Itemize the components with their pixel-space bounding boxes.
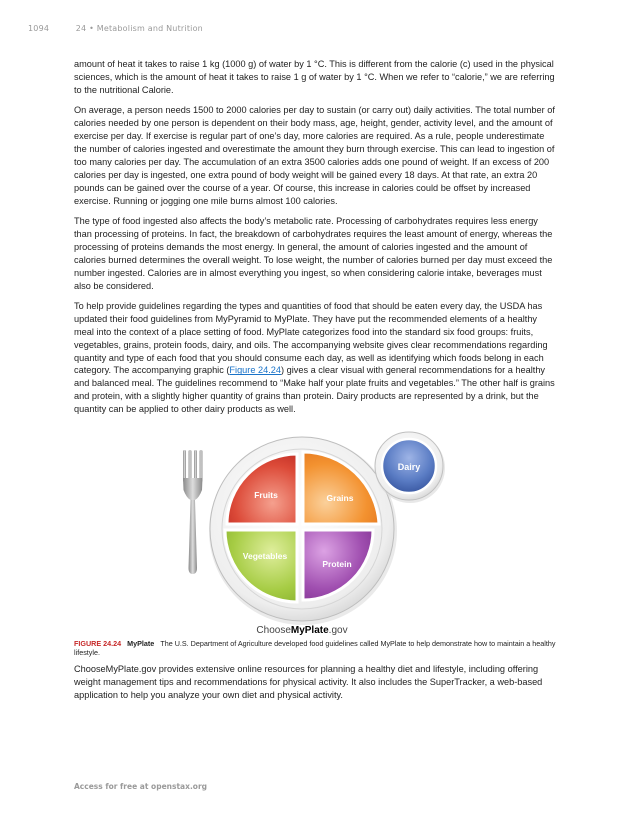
page-number: 1094 (28, 24, 50, 33)
myplate-figure (74, 428, 556, 636)
paragraph-5: ChooseMyPlate.gov provides extensive online resources for planning a healthy diet and lifestyle, including offering weight management tips and recommendations for physical activity. It also includes the SuperTracker, a web-based application to help you analyze your own diet and physical activity. (74, 664, 543, 701)
main-content (74, 58, 556, 710)
paragraph-1: amount of heat it takes to raise 1 kg (1000 g) of water by 1 °C. This is different from the calorie (c) used in the physical sciences, which is the amount of heat it takes to raise 1 g of water by 1 °C. When we refer to “calorie,” we are referring to the nutritional Calorie. (74, 59, 555, 95)
figure-link[interactable]: Figure 24.24 (229, 365, 282, 376)
paragraph-4 (74, 300, 556, 416)
paragraph-3: The type of food ingested also affects the body’s metabolic rate. Processing of carbohydrates requires less energy than processing of proteins. In fact, the breakdown of carbohydrates requires the least amount of energy, whereas the processing of proteins demands the most energy. In general, the amount of calories ingested and the amount of calories burned determines the overall weight. To lose weight, the number of calories burned per day must exceed the number ingested. Calories are in almost everything you ingest, so when considering calorie intake, beverages must also be considered. (74, 215, 553, 291)
paragraph-2: On average, a person needs 1500 to 2000 calories per day to sustain (or carry out) daily activities. The total number of calories needed by one person is dependent on their body mass, age, height, gender, activity level, and the amount of exercise per day. If exercise is regular part of one’s day, more calories are required. As a rule, people underestimate the number of calories ingested and overestimate the amount they burn through exercise. This can lead to ingestion of too many calories per day. The accumulation of an extra 3500 calories adds one pound of weight. If an excess of 200 calories per day is ingested, one extra pound of body weight will be gained every 18 days. At that rate, an extra 20 pounds can be gained over the course of a year. Of course, this increase in calories could be offset by increased exercise. Running or jogging one mile burns almost 100 calories. (74, 105, 555, 206)
protein-label: Protein (322, 559, 352, 570)
logo-suffix: .gov (328, 625, 348, 637)
chapter-title: 24 • Metabolism and Nutrition (75, 24, 203, 33)
logo-prefix: Choose (256, 625, 291, 637)
dairy-label: Dairy (397, 462, 421, 473)
fork-icon (183, 450, 203, 574)
figure-title: MyPlate (127, 639, 155, 649)
figure-caption (74, 639, 556, 657)
figure-number: FIGURE 24.24 (74, 639, 122, 649)
page-footer: Access for free at openstax.org (74, 782, 208, 791)
myplate-graphic (74, 428, 556, 636)
paragraph-4-text-b: ) gives a clear visual with general recommendations for a healthy and balanced meal. The guidelines recommend to “Make half your plate fruits and vegetables.” The other half is grains and protein, with a slightly higher quantity of grains than protein. Dairy products are represented by a drink, but the quantity can be applied to other dairy products as well. (74, 365, 555, 415)
choosemyplate-logo (256, 625, 347, 636)
vegetables-label: Vegetables (242, 551, 288, 562)
page-header (28, 24, 203, 33)
grains-label: Grains (326, 493, 354, 504)
logo-brand: MyPlate (290, 625, 329, 637)
figure-caption-text: The U.S. Department of Agriculture developed food guidelines called MyPlate to help demonstrate how to maintain a healthy lifestyle. (74, 639, 556, 658)
fruits-label: Fruits (254, 490, 278, 501)
paragraph-4-text-a: To help provide guidelines regarding the types and quantities of food that should be eaten every day, the USDA has updated their food guidelines from MyPyramid to MyPlate. They have put the recommended elements of a healthy meal into the context of a place setting of food. MyPlate categorizes food into the standard six food groups: fruits, vegetables, grains, protein foods, dairy, and oils. The accompanying website gives clear recommendations regarding quantity and type of each food that you should consume each day, as well as identifying which foods belong in each category. The accompanying graphic ( (74, 300, 548, 376)
